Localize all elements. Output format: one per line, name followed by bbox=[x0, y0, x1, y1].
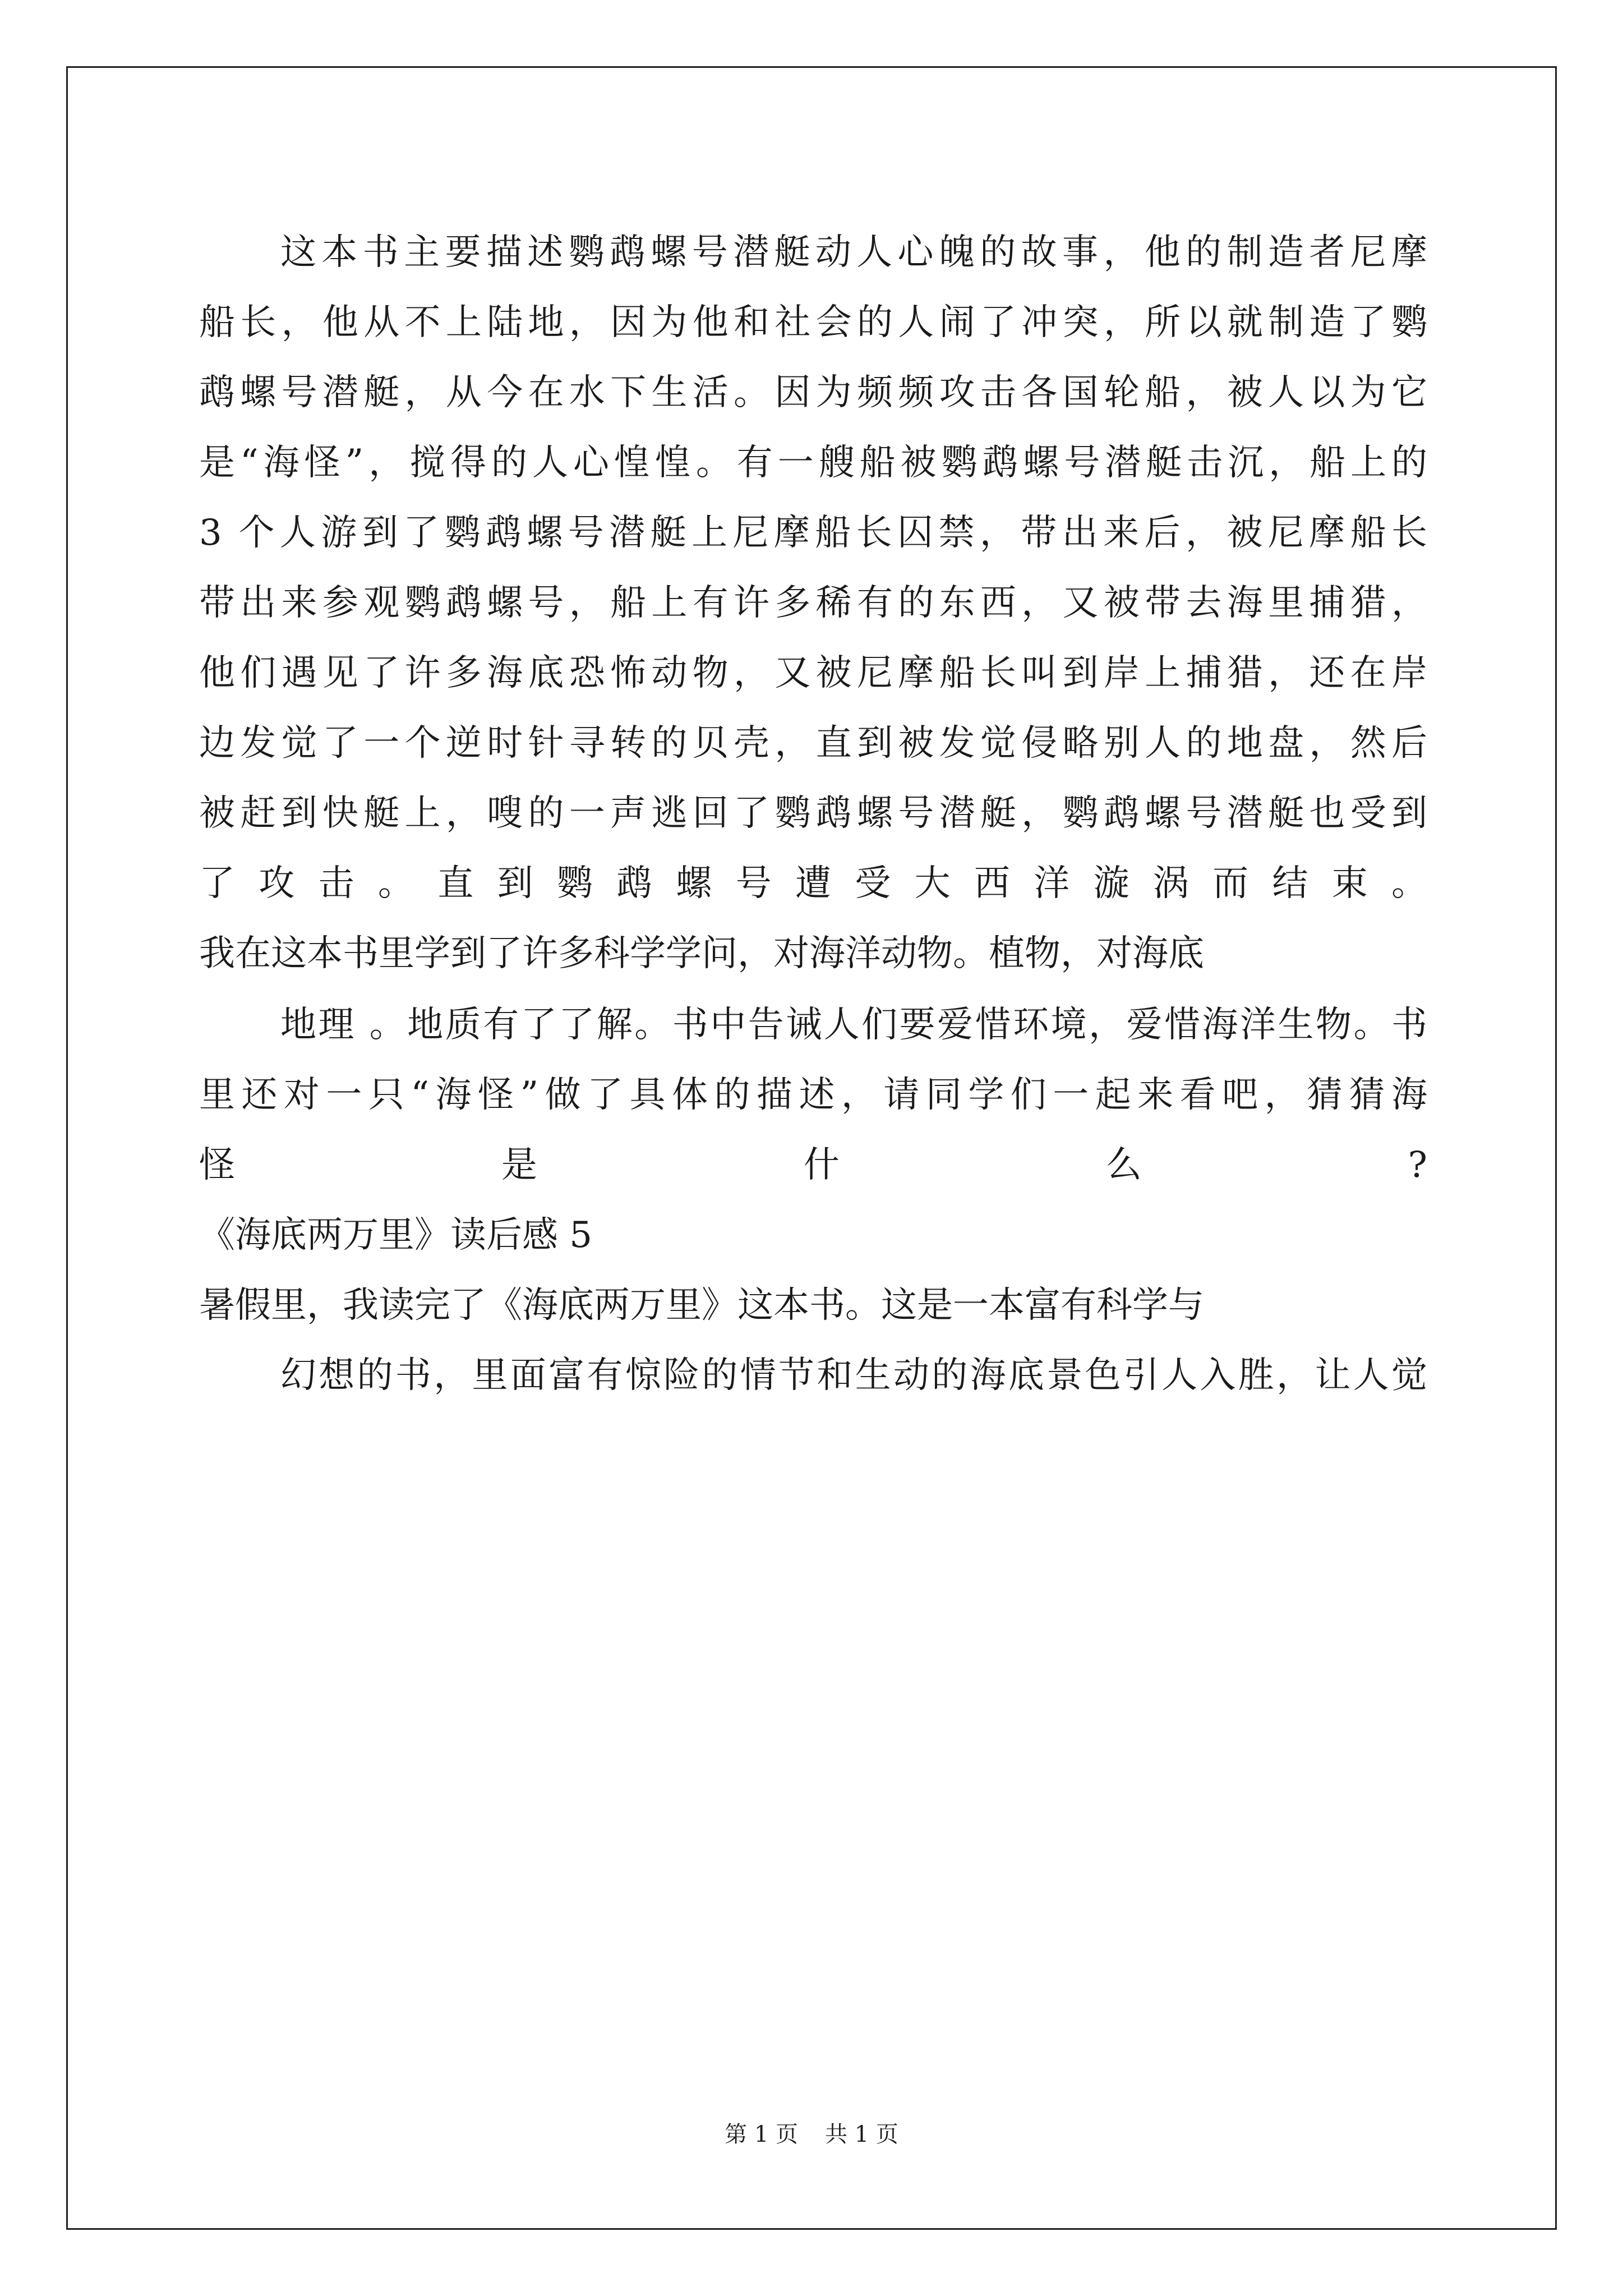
text-line: 怪是什么? bbox=[199, 1144, 1427, 1186]
text-line: 船长，他从不上陆地，因为他和社会的人闹了冲突，所以就制造了鹦 bbox=[199, 302, 1427, 343]
text-line: 地理 。地质有了了解。书中告诫人们要爱惜环境，爱惜海洋生物。书 bbox=[280, 1004, 1427, 1046]
text-line: 3 个人游到了鹦鹉螺号潜艇上尼摩船长囚禁，带出来后，被尼摩船长 bbox=[199, 512, 1427, 554]
text-line bbox=[199, 1420, 1427, 1471]
text-line: 这本书主要描述鹦鹉螺号潜艇动人心魄的故事，他的制造者尼摩 bbox=[280, 232, 1427, 273]
section-heading: 暑假里，我读完了《海底两万里》这本书。这是一本富有科学与 bbox=[199, 1285, 1204, 1326]
page-footer bbox=[0, 2118, 1623, 2151]
text-line: 被赶到快艇上，嗖的一声逃回了鹦鹉螺号潜艇，鹦鹉螺号潜艇也受到 bbox=[199, 793, 1427, 834]
text-line: 了攻击。直到鹦鹉螺号遭受大西洋漩涡而结束。 bbox=[199, 863, 1427, 904]
text-line: 我在这本书里学到了许多科学学问，对海洋动物。植物，对海底 bbox=[199, 933, 1204, 974]
text-line: 带出来参观鹦鹉螺号，船上有许多稀有的东西，又被带去海里捕猎， bbox=[199, 582, 1427, 624]
text-line: 鹉螺号潜艇，从今在水下生活。因为频频攻击各国轮船，被人以为它 bbox=[199, 372, 1427, 413]
text-line: 他们遇见了许多海底恐怖动物，又被尼摩船长叫到岸上捕猎，还在岸 bbox=[199, 652, 1427, 694]
text-line: 幻想的书，里面富有惊险的情节和生动的海底景色引人入胜，让人觉 bbox=[280, 1355, 1427, 1396]
text-line: 里还对一只“海怪”做了具体的描述，请同学们一起来看吧，猜猜海 bbox=[199, 1074, 1427, 1116]
text-line: 边发觉了一个逆时针寻转的贝壳，直到被发觉侵略别人的地盘，然后 bbox=[199, 723, 1427, 764]
page-total: 共 1 页 bbox=[825, 2122, 898, 2147]
text-line: 《海底两万里》读后感 5 bbox=[199, 1214, 593, 1256]
page-number: 第 1 页 bbox=[725, 2122, 798, 2147]
text-line: 是“海怪”，搅得的人心惶惶。有一艘船被鹦鹉螺号潜艇击沉，船上的 bbox=[199, 442, 1427, 484]
